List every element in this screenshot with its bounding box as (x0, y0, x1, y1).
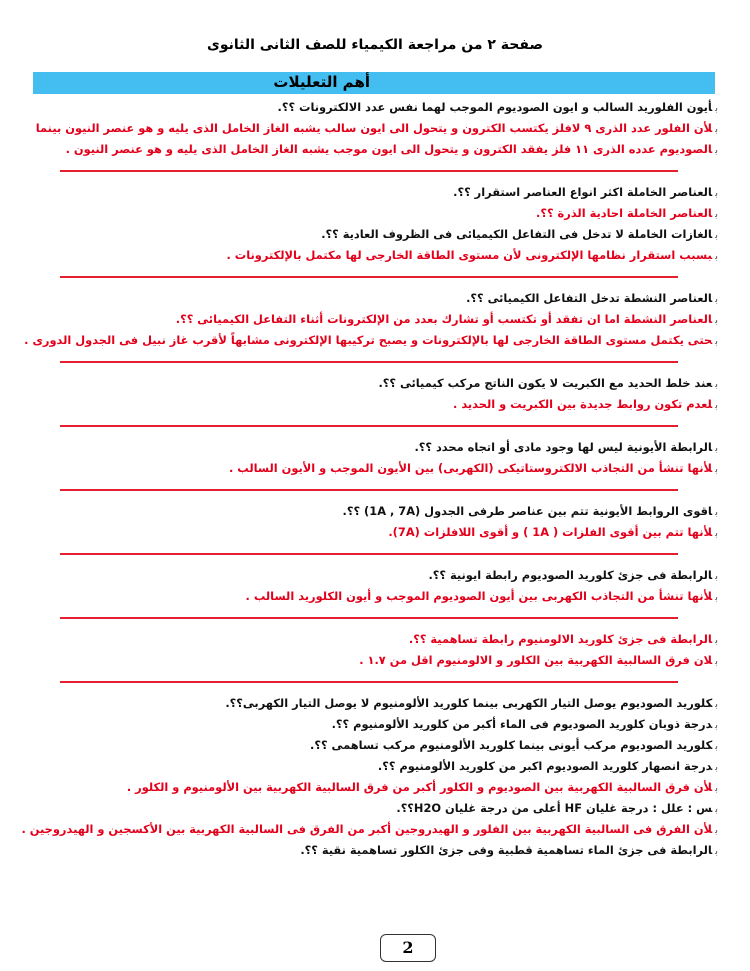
section-divider (60, 489, 678, 491)
bullet-icon: ب (715, 528, 718, 539)
line-text: س : علل : درجة غليان HF أعلى من درجة غليان H2O؟؟. (396, 801, 713, 815)
bullet-icon: ب (715, 783, 718, 794)
section-divider (60, 276, 678, 278)
bullet-icon: ب (715, 592, 718, 603)
section-divider (60, 425, 678, 427)
answer-line (20, 309, 718, 330)
question-line (20, 735, 718, 756)
line-text: درجة انصهار كلوريد الصوديوم اكبر من كلوريد الألومنيوم ؟؟. (377, 759, 713, 773)
qa-block (20, 693, 718, 861)
line-text: الرابطة الأيونية ليس لها وجود مادى أو اتجاه محدد ؟؟. (414, 440, 713, 454)
answer-line (20, 118, 718, 139)
line-text: لعدم تكون روابط جديدة بين الكبريت و الحديد . (453, 397, 713, 411)
qa-block (20, 565, 718, 607)
bullet-icon: ب (715, 400, 718, 411)
line-text: لأنها تنشأ من التجاذب الكهربى بين أيون الصوديوم الموجب و أيون الكلوريد السالب . (245, 589, 713, 603)
line-text: عند خلط الحديد مع الكبريت لا يكون الناتج مركب كيميائى ؟؟. (378, 376, 713, 390)
section-divider (60, 361, 678, 363)
section-divider (60, 170, 678, 172)
bullet-icon: ب (715, 656, 718, 667)
bullet-icon: ب (715, 188, 718, 199)
line-text: حتى يكتمل مستوى الطاقة الخارجى لها بالإلكترونات و يصبح تركيبها الإلكترونى مشابهاً لأقرب غاز نبيل فى الجدول الدورى . (24, 333, 713, 347)
answer-line (20, 330, 718, 351)
bullet-icon: ب (715, 635, 718, 646)
question-line (20, 288, 718, 309)
question-line (20, 501, 718, 522)
bullet-icon: ب (715, 145, 718, 156)
question-line (20, 437, 718, 458)
line-text: لأن الفرق فى السالبية الكهربية بين الفلور و الهيدروجين أكبر من الفرق فى السالبية الكهربية بين الأكسجين و الهيدروجين . (21, 822, 713, 836)
qa-block (20, 437, 718, 479)
line-text: اقوى الروابط الأيونية تتم بين عناصر طرفى الجدول (1A , 7A) ؟؟. (342, 504, 713, 518)
line-text: الرابطة فى جزئ كلوريد الالومنيوم رابطة تساهمية ؟؟. (408, 632, 713, 646)
bullet-icon: ب (715, 230, 718, 241)
bullet-icon: ب (715, 103, 718, 114)
bullet-icon: ب (715, 464, 718, 475)
answer-line (20, 203, 718, 224)
section-divider (60, 617, 678, 619)
content-area (20, 97, 718, 861)
line-text: لان فرق السالبية الكهربية بين الكلور و الالومنيوم اقل من ١.٧ . (359, 653, 713, 667)
answer-line (20, 629, 718, 650)
section-divider (60, 681, 678, 683)
line-text: الرابطة فى جزئ الماء تساهمية قطبية وفى جزئ الكلور تساهمية نقية ؟؟. (300, 843, 713, 857)
bullet-icon: ب (715, 209, 718, 220)
page-number: 2 (380, 934, 436, 962)
line-text: لأنها تتم بين أقوى الفلزات ( 1A ) و أقوى اللافلزات (7A). (388, 525, 713, 539)
answer-line (20, 650, 718, 671)
bullet-icon: ب (715, 825, 718, 836)
qa-block (20, 373, 718, 415)
qa-block (20, 288, 718, 351)
line-text: أيون الفلوريد السالب و ايون الصوديوم الموجب لهما نفس عدد الالكترونات ؟؟. (277, 100, 713, 114)
bullet-icon: ب (715, 336, 718, 347)
bullet-icon: ب (715, 124, 718, 135)
qa-block (20, 97, 718, 160)
bullet-icon: ب (715, 315, 718, 326)
line-text: الغازات الخاملة لا تدخل فى التفاعل الكيميائى فى الظروف العادية ؟؟. (321, 227, 713, 241)
line-text: الصوديوم عدده الذرى ١١ فلز يفقد الكترون و يتحول الى ايون موجب يشبه الغاز الخامل الذى يليه و هو عنصر النيون . (65, 142, 713, 156)
bullet-icon: ب (715, 379, 718, 390)
answer-line (20, 458, 718, 479)
bullet-icon: ب (715, 846, 718, 857)
line-text: العناصر النشطة تدخل التفاعل الكيميائى ؟؟. (466, 291, 713, 305)
question-line (20, 565, 718, 586)
answer-line (20, 777, 718, 798)
question-line (20, 756, 718, 777)
question-line (20, 840, 718, 861)
qa-block (20, 182, 718, 266)
line-text: بسبب استقرار نظامها الإلكترونى لأن مستوى الطاقة الخارجى لها مكتمل بالإلكترونات . (226, 248, 713, 262)
bullet-icon: ب (715, 699, 718, 710)
bullet-icon: ب (715, 720, 718, 731)
question-line (20, 224, 718, 245)
line-text: العناصر الخاملة اكثر انواع العناصر استقرار ؟؟. (453, 185, 713, 199)
bullet-icon: ب (715, 251, 718, 262)
answer-line (20, 586, 718, 607)
question-line (20, 693, 718, 714)
answer-line (20, 245, 718, 266)
line-text: لأنها تنشأ من التجاذب الالكتروستاتيكى (الكهربى) بين الأيون الموجب و الأيون السالب . (229, 461, 713, 475)
question-line (20, 373, 718, 394)
qa-block (20, 629, 718, 671)
answer-line (20, 819, 718, 840)
question-line (20, 182, 718, 203)
section-title: أهم التعليلات (273, 73, 370, 91)
question-line (20, 97, 718, 118)
bullet-icon: ب (715, 762, 718, 773)
line-text: درجة ذوبان كلوريد الصوديوم فى الماء أكبر من كلوريد الألومنيوم ؟؟. (331, 717, 713, 731)
bullet-icon: ب (715, 507, 718, 518)
bullet-icon: ب (715, 741, 718, 752)
line-text: العناصر الخاملة احادية الذرة ؟؟. (536, 206, 713, 220)
answer-line (20, 394, 718, 415)
line-text: لأن الفلور عدد الذرى ٩ لافلز يكتسب الكترون و يتحول الى ايون سالب يشبه الغاز الخامل الذى يليه و هو عنصر النيون بينما (35, 121, 713, 135)
section-divider (60, 553, 678, 555)
bullet-icon: ب (715, 443, 718, 454)
page-header: صفحة ٢ من مراجعة الكيمياء للصف الثانى الثانوى (207, 37, 543, 53)
line-text: كلوريد الصوديوم مركب أيونى بينما كلوريد الألومنيوم مركب تساهمى ؟؟. (310, 738, 713, 752)
bullet-icon: ب (715, 804, 718, 815)
answer-line (20, 139, 718, 160)
question-line (20, 798, 718, 819)
question-line (20, 714, 718, 735)
section-title-bar (33, 72, 715, 94)
bullet-icon: ب (715, 294, 718, 305)
line-text: لأن فرق السالبية الكهربية بين الصوديوم و الكلور أكبر من فرق السالبية الكهربية بين الألومنيوم و الكلور . (126, 780, 713, 794)
line-text: العناصر النشطة اما ان تفقد أو تكتسب أو تشارك بعدد من الإلكترونات أثناء التفاعل الكيميائى ؟؟. (175, 312, 713, 326)
qa-block (20, 501, 718, 543)
answer-line (20, 522, 718, 543)
bullet-icon: ب (715, 571, 718, 582)
line-text: كلوريد الصوديوم يوصل التيار الكهربى بينما كلوريد الألومنيوم لا يوصل التيار الكهربى؟؟. (225, 696, 713, 710)
line-text: الرابطة فى جزئ كلوريد الصوديوم رابطة ايونية ؟؟. (428, 568, 713, 582)
